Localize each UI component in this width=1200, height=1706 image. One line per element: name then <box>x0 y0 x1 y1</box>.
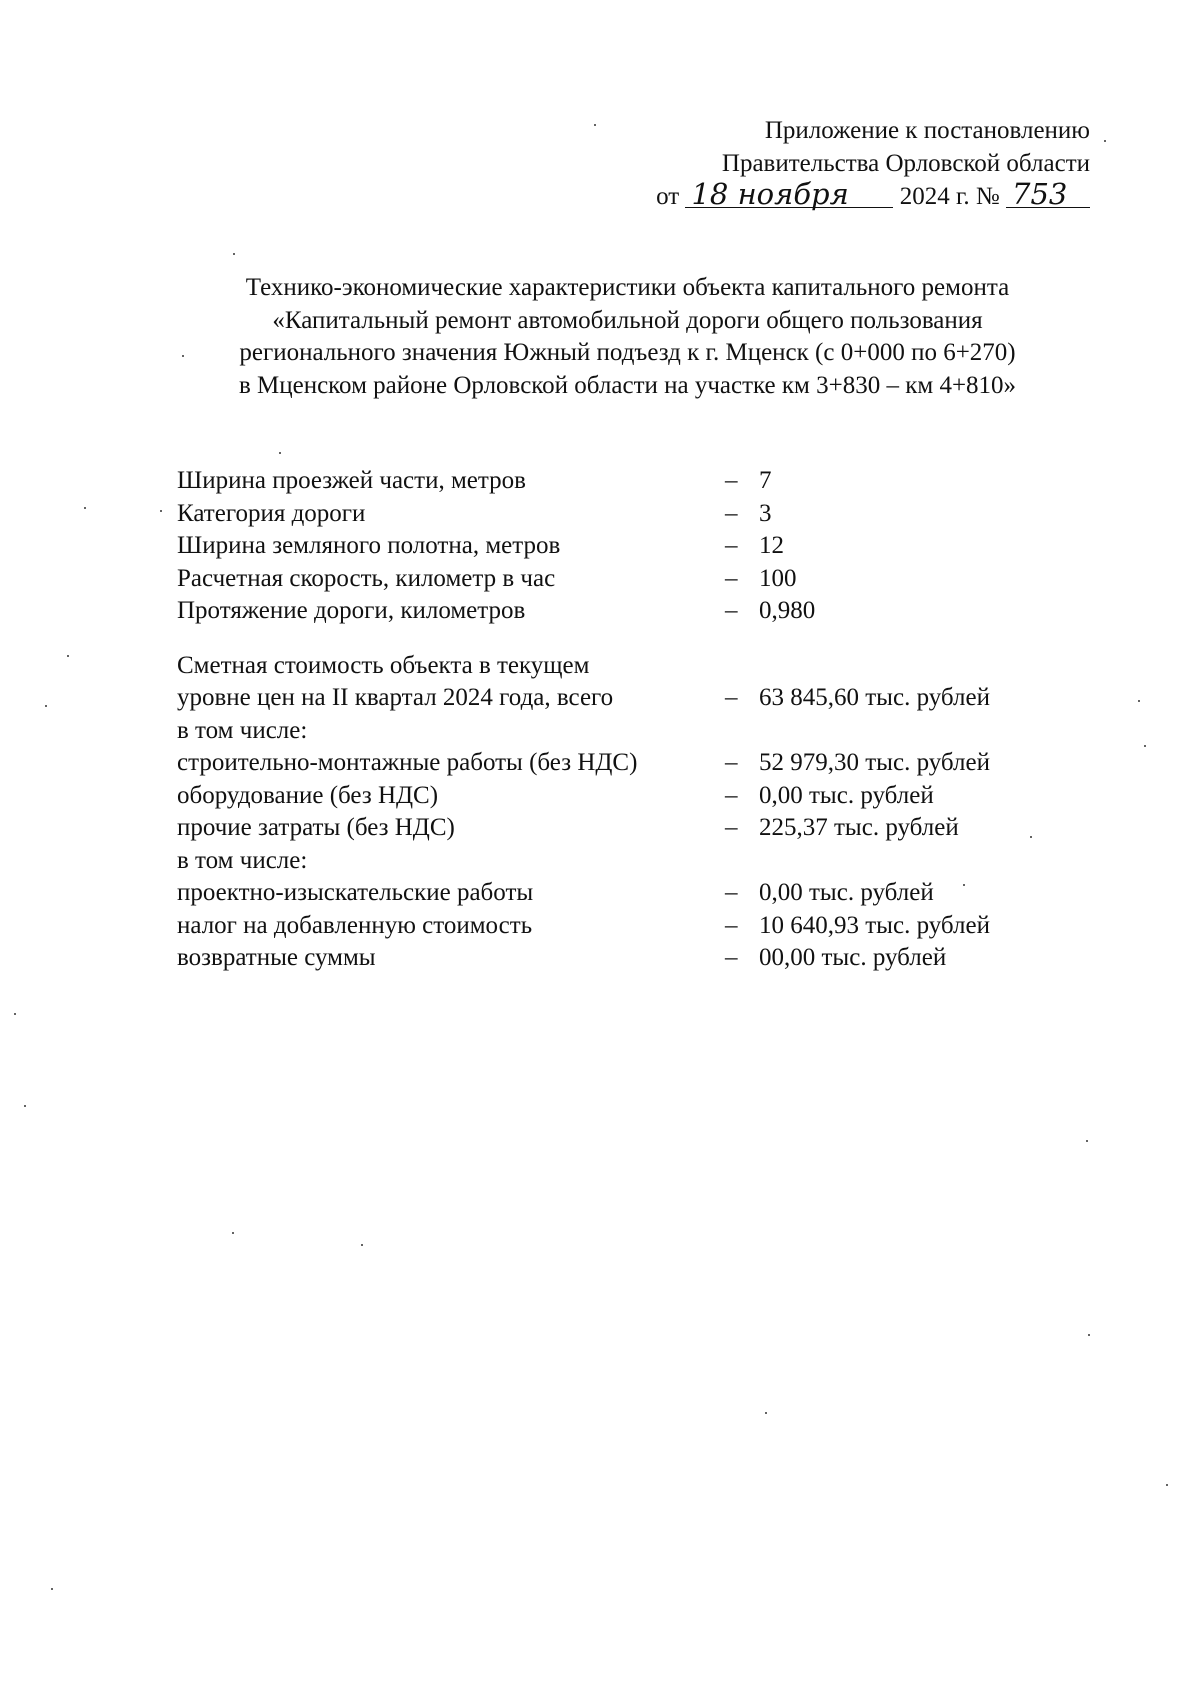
cost-row <box>177 650 1077 683</box>
scan-speck <box>160 510 162 512</box>
parameter-label: Ширина земляного полотна, метров <box>177 532 561 559</box>
cost-value: 00,00 тыс. рублей <box>759 944 947 971</box>
cost-row <box>177 780 1077 813</box>
document-title <box>160 272 1095 402</box>
cost-label: проектно-изыскательские работы <box>177 879 534 906</box>
cost-row <box>177 845 1077 878</box>
scan-speck <box>594 124 596 126</box>
scan-speck <box>51 1588 53 1590</box>
cost-label: прочие затраты (без НДС) <box>177 814 455 841</box>
cost-value: 52 979,30 тыс. рублей <box>759 749 990 776</box>
cost-dash: – <box>725 684 738 711</box>
parameter-value: 3 <box>759 499 772 527</box>
parameter-dash: – <box>725 499 738 527</box>
cost-value: 63 845,60 тыс. рублей <box>759 684 990 711</box>
cost-row <box>177 715 1077 748</box>
cost-row <box>177 747 1077 780</box>
scan-speck <box>182 355 184 357</box>
scan-speck <box>67 655 69 657</box>
scan-speck <box>1104 140 1106 142</box>
cost-label: возвратные суммы <box>177 944 376 971</box>
cost-label: налог на добавленную стоимость <box>177 911 533 939</box>
parameter-dash: – <box>725 564 738 592</box>
scan-speck <box>232 1232 234 1234</box>
parameter-label: Расчетная скорость, километр в час <box>177 564 556 592</box>
appendix-header <box>570 114 1090 213</box>
year-number-label: 2024 г. № <box>899 183 1000 210</box>
cost-value: 10 640,93 тыс. рублей <box>759 911 990 939</box>
cost-dash: – <box>725 944 738 971</box>
from-label: от <box>656 183 680 210</box>
cost-row <box>177 812 1077 845</box>
cost-label: оборудование (без НДС) <box>177 781 439 809</box>
scan-speck <box>1166 1484 1168 1486</box>
appendix-date-line <box>570 177 1090 213</box>
scan-speck <box>1144 745 1146 747</box>
parameter-value: 7 <box>759 467 772 494</box>
parameter-value: 0,980 <box>759 597 816 624</box>
scan-speck <box>14 1013 16 1015</box>
characteristics-list <box>177 465 1077 975</box>
cost-label: Сметная стоимость объекта в текущем <box>177 651 590 679</box>
handwritten-date: 18 ноября <box>685 181 893 208</box>
appendix-line-1: Приложение к постановлению <box>764 117 1090 144</box>
title-line-2: «Капитальный ремонт автомобильной дороги общего пользования <box>272 306 983 334</box>
cost-label: уровне цен на II квартал 2024 года, всего <box>177 684 614 711</box>
scan-speck <box>233 253 235 255</box>
parameter-label: Ширина проезжей части, метров <box>177 467 526 494</box>
cost-dash: – <box>725 781 738 809</box>
scan-speck <box>1086 1140 1088 1142</box>
parameter-row <box>177 530 1077 563</box>
cost-row <box>177 877 1077 910</box>
parameter-row <box>177 563 1077 596</box>
cost-row <box>177 942 1077 975</box>
scan-speck <box>1138 700 1140 702</box>
scan-speck <box>361 1244 363 1246</box>
cost-dash: – <box>725 814 738 841</box>
cost-label: в том числе: <box>177 716 308 744</box>
parameter-dash: – <box>725 597 738 624</box>
scan-speck <box>45 705 47 707</box>
scan-speck <box>963 884 965 886</box>
parameter-label: Протяжение дороги, километров <box>177 597 526 624</box>
parameter-row <box>177 595 1077 628</box>
parameter-row <box>177 465 1077 498</box>
cost-row <box>177 682 1077 715</box>
appendix-line-2: Правительства Орловской области <box>721 150 1090 177</box>
cost-row <box>177 910 1077 943</box>
cost-dash: – <box>725 879 738 906</box>
parameter-value: 12 <box>759 532 784 559</box>
scan-speck <box>1088 1334 1090 1336</box>
scan-speck <box>765 1412 767 1414</box>
parameter-dash: – <box>725 532 738 559</box>
title-line-3: регионального значения Южный подъезд к г. Мценск (с 0+000 по 6+270) <box>239 339 1016 366</box>
scan-speck <box>279 452 281 454</box>
section-gap <box>177 628 1077 650</box>
cost-value: 225,37 тыс. рублей <box>759 814 959 841</box>
scan-speck <box>84 507 86 509</box>
parameter-value: 100 <box>759 564 797 592</box>
parameter-row <box>177 498 1077 531</box>
cost-dash: – <box>725 911 738 939</box>
title-line-1: Технико-экономические характеристики объекта капитального ремонта <box>245 274 1010 301</box>
title-line-4: в Мценском районе Орловской области на участке км 3+830 – км 4+810» <box>238 371 1017 399</box>
cost-label: строительно-монтажные работы (без НДС) <box>177 749 638 776</box>
handwritten-number: 753 <box>1006 181 1090 208</box>
cost-dash: – <box>725 749 738 776</box>
scan-speck <box>24 1105 26 1107</box>
cost-value: 0,00 тыс. рублей <box>759 781 934 809</box>
parameter-label: Категория дороги <box>177 499 366 527</box>
parameter-dash: – <box>725 467 738 494</box>
cost-label: в том числе: <box>177 846 308 874</box>
cost-value: 0,00 тыс. рублей <box>759 879 934 906</box>
scan-speck <box>1030 836 1032 838</box>
